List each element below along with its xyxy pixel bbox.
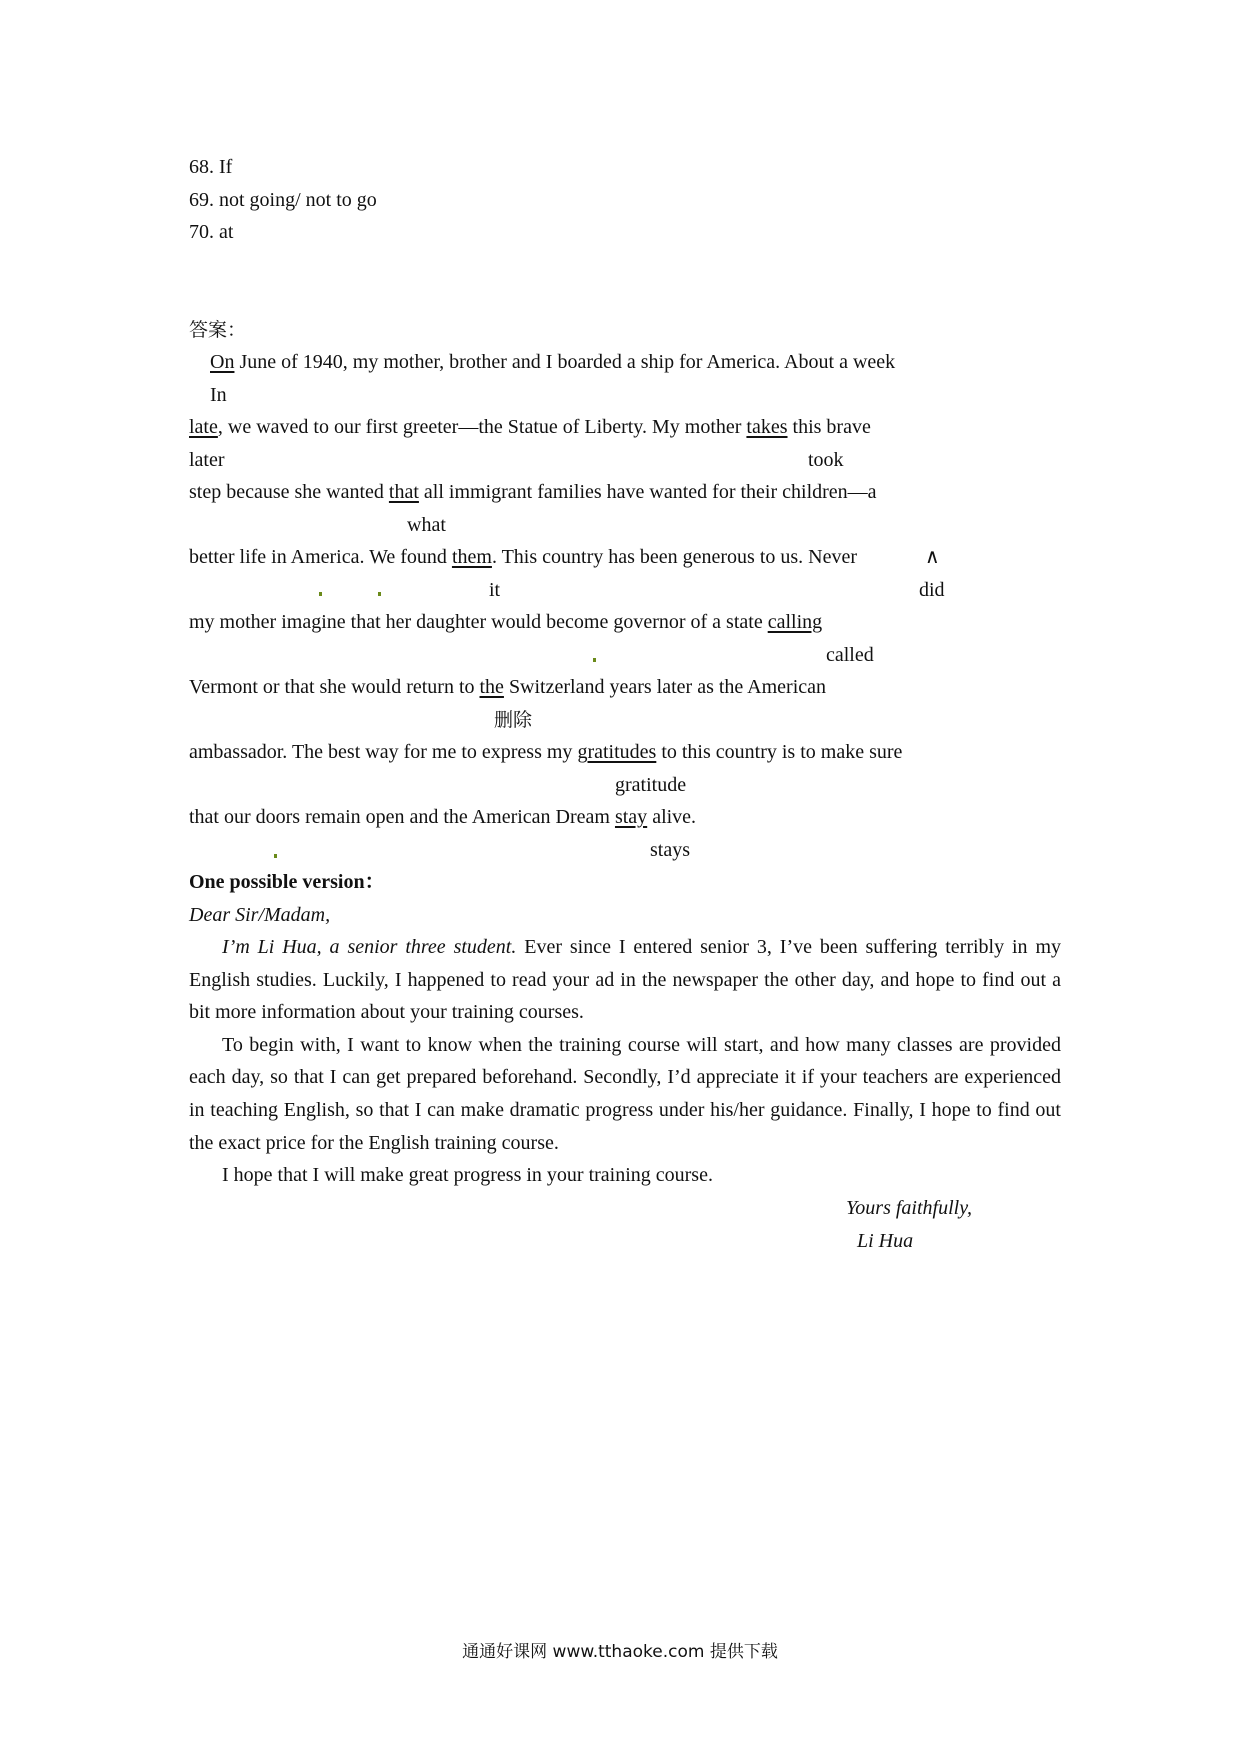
essay-salutation: Dear Sir/Madam, <box>189 904 331 926</box>
essay-text: Ever since I entered senior 3, I’ve been suffering terribly in my English studies. Luckily, I happened to read your ad in the newspaper the other day, and hope to find out a bit more information about your training courses. <box>189 936 1061 1024</box>
error-word: the <box>479 676 504 698</box>
answer-text: If <box>219 156 233 178</box>
line-text: . This country has been generous to us. Never <box>491 546 858 568</box>
essay-closing: Yours faithfully, <box>846 1197 972 1219</box>
answer-number: 68. <box>189 156 214 178</box>
line-text: that our doors remain open and the American Dream <box>189 806 615 828</box>
essay-paragraph-3: I hope that I will make great progress in your training course. <box>222 1164 713 1187</box>
error-word: gratitudes <box>577 741 657 763</box>
correction-line-1 <box>210 350 895 374</box>
line-text: my mother imagine that her daughter would become governor of a state <box>189 611 768 633</box>
answer-text: not going/ not to go <box>219 189 377 211</box>
correction-line-2 <box>189 415 871 439</box>
mark-dot <box>319 592 322 596</box>
essay-heading: One possible version： <box>189 871 385 893</box>
answer-69 <box>189 188 377 212</box>
mark-dot <box>274 854 277 858</box>
correction-fix: called <box>826 644 874 666</box>
answer-70 <box>189 220 233 244</box>
essay-signature: Li Hua <box>857 1230 914 1252</box>
line-text: Vermont or that she would return to <box>189 676 480 698</box>
mark-dot <box>593 658 596 662</box>
correction-fix: what <box>407 514 446 536</box>
essay-paragraph-2: To begin with, I want to know when the training course will start, and how many classes are provided each day, so that I can get prepared beforehand. Secondly, I’d appreciate it if your teachers are experienced in teaching English, so that I can make dramatic progress under his/her guidance. Finally, I hope to find out the exact price for the English training course. <box>189 1033 1061 1154</box>
answer-number: 69. <box>189 189 214 211</box>
error-word: calling <box>767 611 823 633</box>
correction-line-5 <box>189 610 822 634</box>
error-word: that <box>388 481 419 503</box>
line-text: to this country is to make sure <box>656 741 903 763</box>
answer-text: at <box>219 221 234 243</box>
mark-dot <box>378 592 381 596</box>
insertion-caret: ∧ <box>925 546 940 568</box>
line-text: this brave <box>787 416 871 438</box>
essay-intro: I’m Li Hua, a senior three student. <box>222 936 517 958</box>
correction-fix: it <box>489 579 501 601</box>
correction-fix: gratitude <box>615 774 687 796</box>
correction-fix: In <box>210 384 227 406</box>
correction-line-8 <box>189 805 696 829</box>
error-word: takes <box>746 416 788 438</box>
line-text: June of 1940, my mother, brother and I boarded a ship for America. About a week <box>234 351 896 373</box>
correction-fix: stays <box>650 839 690 861</box>
answer-68 <box>189 155 232 179</box>
line-text: step because she wanted <box>189 481 389 503</box>
correction-fix: did <box>919 579 945 601</box>
error-word: them <box>451 546 492 568</box>
correction-line-7 <box>189 740 902 764</box>
essay-body <box>189 931 1061 1192</box>
correction-line-4 <box>189 545 857 569</box>
line-text: ambassador. The best way for me to express my <box>189 741 578 763</box>
correction-fix: took <box>808 449 844 471</box>
answer-heading: 答案： <box>189 319 247 341</box>
correction-line-6 <box>189 675 826 699</box>
line-text: Switzerland years later as the American <box>503 676 827 698</box>
correction-line-3 <box>189 480 877 504</box>
answer-number: 70. <box>189 221 214 243</box>
line-text: alive. <box>647 806 697 828</box>
line-text: all immigrant families have wanted for their children—a <box>418 481 877 503</box>
line-text: , we waved to our first greeter—the Statue of Liberty. My mother <box>217 416 747 438</box>
page-footer: 通通好课网 www.tthaoke.com 提供下载 <box>462 1642 778 1662</box>
error-word: late <box>189 416 218 438</box>
correction-fix: 删除 <box>494 709 533 731</box>
essay-paragraph-1 <box>189 931 1061 1029</box>
error-word: On <box>210 351 235 373</box>
correction-fix: later <box>189 449 225 471</box>
error-word: stay <box>614 806 648 828</box>
line-text: better life in America. We found <box>189 546 452 568</box>
